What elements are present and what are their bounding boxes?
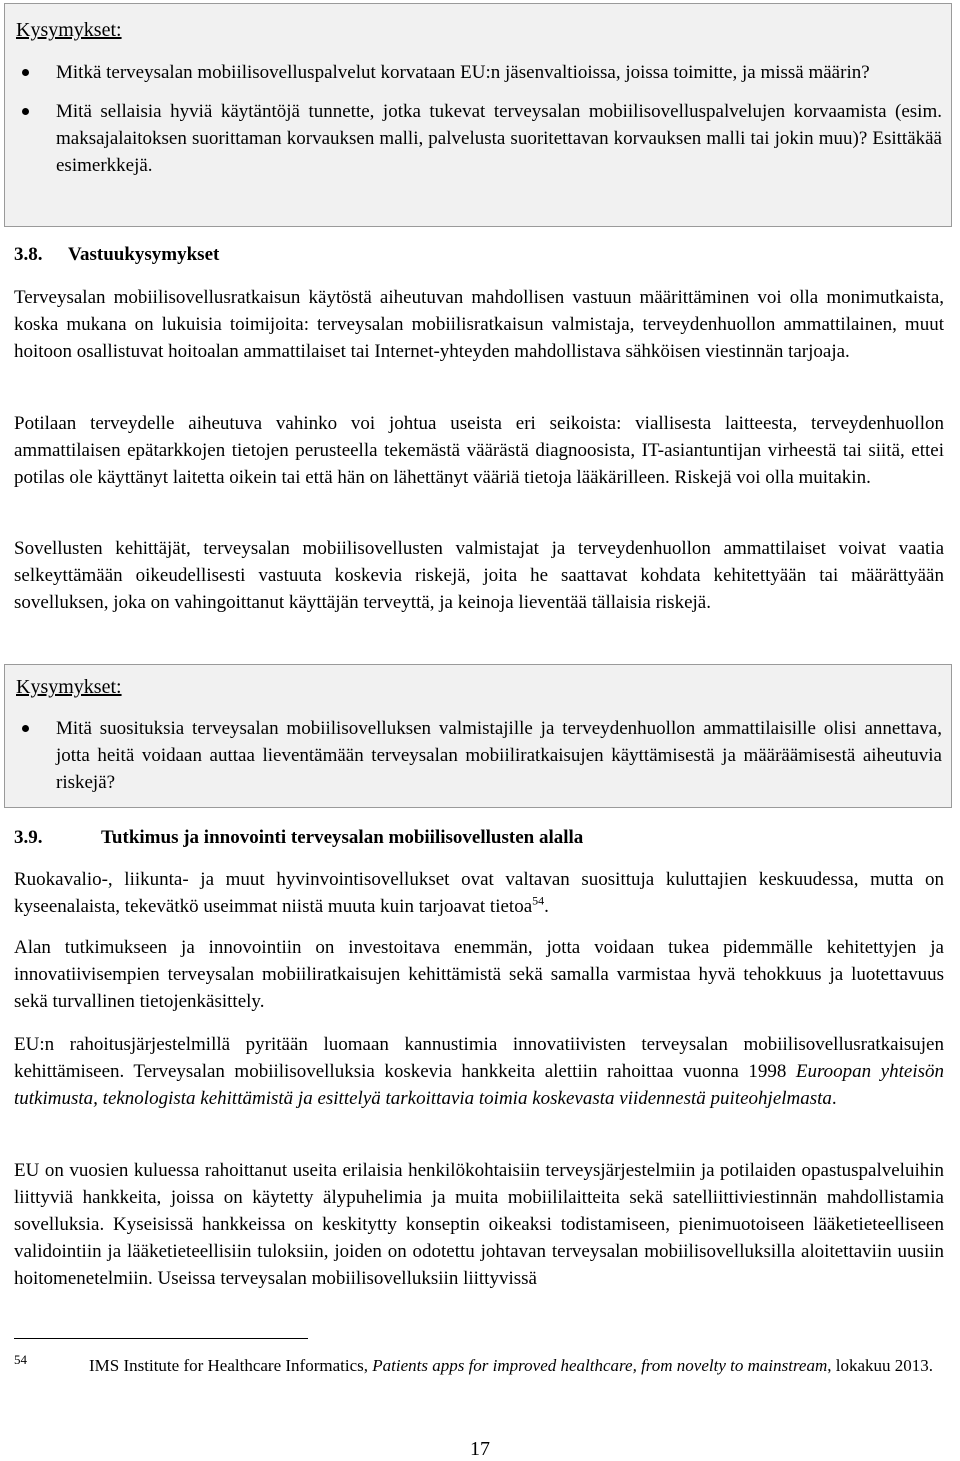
- section-heading-3-8: 3.8. Vastuukysymykset: [14, 244, 220, 265]
- questions-list: [5, 715, 951, 808]
- footnote-divider: [14, 1338, 308, 1339]
- bullet-icon: [22, 725, 29, 732]
- bullet-icon: [22, 108, 29, 115]
- paragraph: Alan tutkimukseen ja innovointiin on investoitava enemmän, jotta voidaan tukea pidemmälle kehitettyjen ja innovatiivisempien terveysalan mobiiliratkaisujen kehittämistä sekä samalla varmistaa hyvä tehokkuus ja luotettavuus sekä turvallinen tietojenkäsittely.: [14, 937, 944, 1012]
- paragraph: Sovellusten kehittäjät, terveysalan mobiilisovellusten valmistajat ja terveydenhuollon ammattilaiset voivat vaatia selkeyttämään oikeudellisesti vastuuta koskevia riskejä, joita he saattavat kohdata kehitettyään tai määrättyään sovelluksen, joka on vahingoittanut käyttäjän terveyttä, ja keinoja lieventää tällaisia riskejä.: [14, 538, 944, 613]
- questions-heading: Kysymykset:: [16, 19, 122, 41]
- question-item: Mitä suosituksia terveysalan mobiilisovelluksen valmistajille ja terveydenhuollon ammattilaisille olisi annettava, jotta heitä voidaan auttaa lieventämään terveysalan mobiiliratkaisujen käyttämisestä ja määräämisestä aiheutuvia riskejä?: [5, 715, 951, 796]
- footnote-text: IMS Institute for Healthcare Informatics, Patients apps for improved healthcare, from novelty to mainstream, lokakuu 2013.: [89, 1356, 934, 1375]
- questions-box-2: [4, 664, 952, 808]
- paragraph: Potilaan terveydelle aiheutuva vahinko voi johtua useista eri seikoista: viallisesta laitteesta, terveydenhuollon ammattilaisen epätarkkojen tietojen perusteella tekemästä väärästä diagnoosista, IT-asiantuntijan virheestä tai siitä, ettei potilas ole käyttänyt laitetta oikein tai että hän on lähettänyt vääriä tietoja lääkärilleen. Riskejä voi olla muitakin.: [14, 413, 944, 488]
- paragraph: EU:n rahoitusjärjestelmillä pyritään luomaan kannustimia innovatiivisten terveysalan mobiilisovellusratkaisujen kehittämiseen. Terveysalan mobiilisovelluksia koskevia hankkeita alettiin rahoittaa vuonna 1998 Euroopan yhteisön tutkimusta, teknologista kehittämistä ja esittelyä tarkoittavia toimia koskevasta viidennestä puiteohjelmasta.: [14, 1034, 944, 1109]
- paragraph: EU on vuosien kuluessa rahoittanut useita erilaisia henkilökohtaisiin terveysjärjestelmiin ja potilaiden opastuspalveluihin liittyviä hankkeita, joissa on käytetty älypuhelimia ja muita mobiililaitteita sekä satelliittiviestinnän mahdollistamia sovelluksia. Kyseisissä hankkeissa on keskitytty konseptin oikeaksi todistamiseen, pienimuotoiseen lääketieteelliseen validointiin ja lääketieteellisiin tuloksiin, joiden on odotettu johtavan terveysalan mobiilisovelluksilla aloitettaviin uusiin hoitomenetelmiin. Useissa terveysalan mobiilisovelluksiin liittyvissä: [14, 1160, 944, 1289]
- page-number: 17: [470, 1438, 490, 1460]
- footnote-ref: 54: [532, 893, 545, 908]
- question-item: Mitkä terveysalan mobiilisovelluspalvelut korvataan EU:n jäsenvaltioissa, joissa toimitte, ja missä määrin?: [5, 59, 951, 86]
- question-item: Mitä sellaisia hyviä käytäntöjä tunnette, jotka tukevat terveysalan mobiilisovelluspalvelujen korvaamista (esim. maksajalaitoksen suorittaman korvauksen malli, palvelusta suoritettavan korvauksen malli tai jokin muu)? Esittäkää esimerkkejä.: [5, 98, 951, 179]
- paragraph: Ruokavalio-, liikunta- ja muut hyvinvointisovellukset ovat valtavan suosittuja kuluttajien keskuudessa, mutta on kyseenalaista, tekevätkö useimmat niistä muuta kuin tarjoavat tietoa$^{54}$.: [14, 869, 944, 917]
- questions-heading: Kysymykset:: [16, 676, 122, 698]
- paragraph: Terveysalan mobiilisovellusratkaisun käytöstä aiheutuvan mahdollisen vastuun määrittäminen voi olla monimutkaista, koska mukana on lukuisia toimijoita: terveysalan mobiilisratkaisun valmistaja, terveydenhuollon ammattilainen, muut hoitoon osallistuvat hoitoalan ammattilaiset tai Internet-yhteyden mahdollistava sähköisen viestinnän tarjoaja.: [14, 287, 944, 362]
- footnote-number: 54: [14, 1352, 27, 1367]
- questions-list: [5, 59, 951, 191]
- questions-box-1: [4, 3, 952, 227]
- section-heading-3-9: 3.9. Tutkimus ja innovointi terveysalan mobiilisovellusten alalla: [14, 827, 584, 848]
- bullet-icon: [22, 69, 29, 76]
